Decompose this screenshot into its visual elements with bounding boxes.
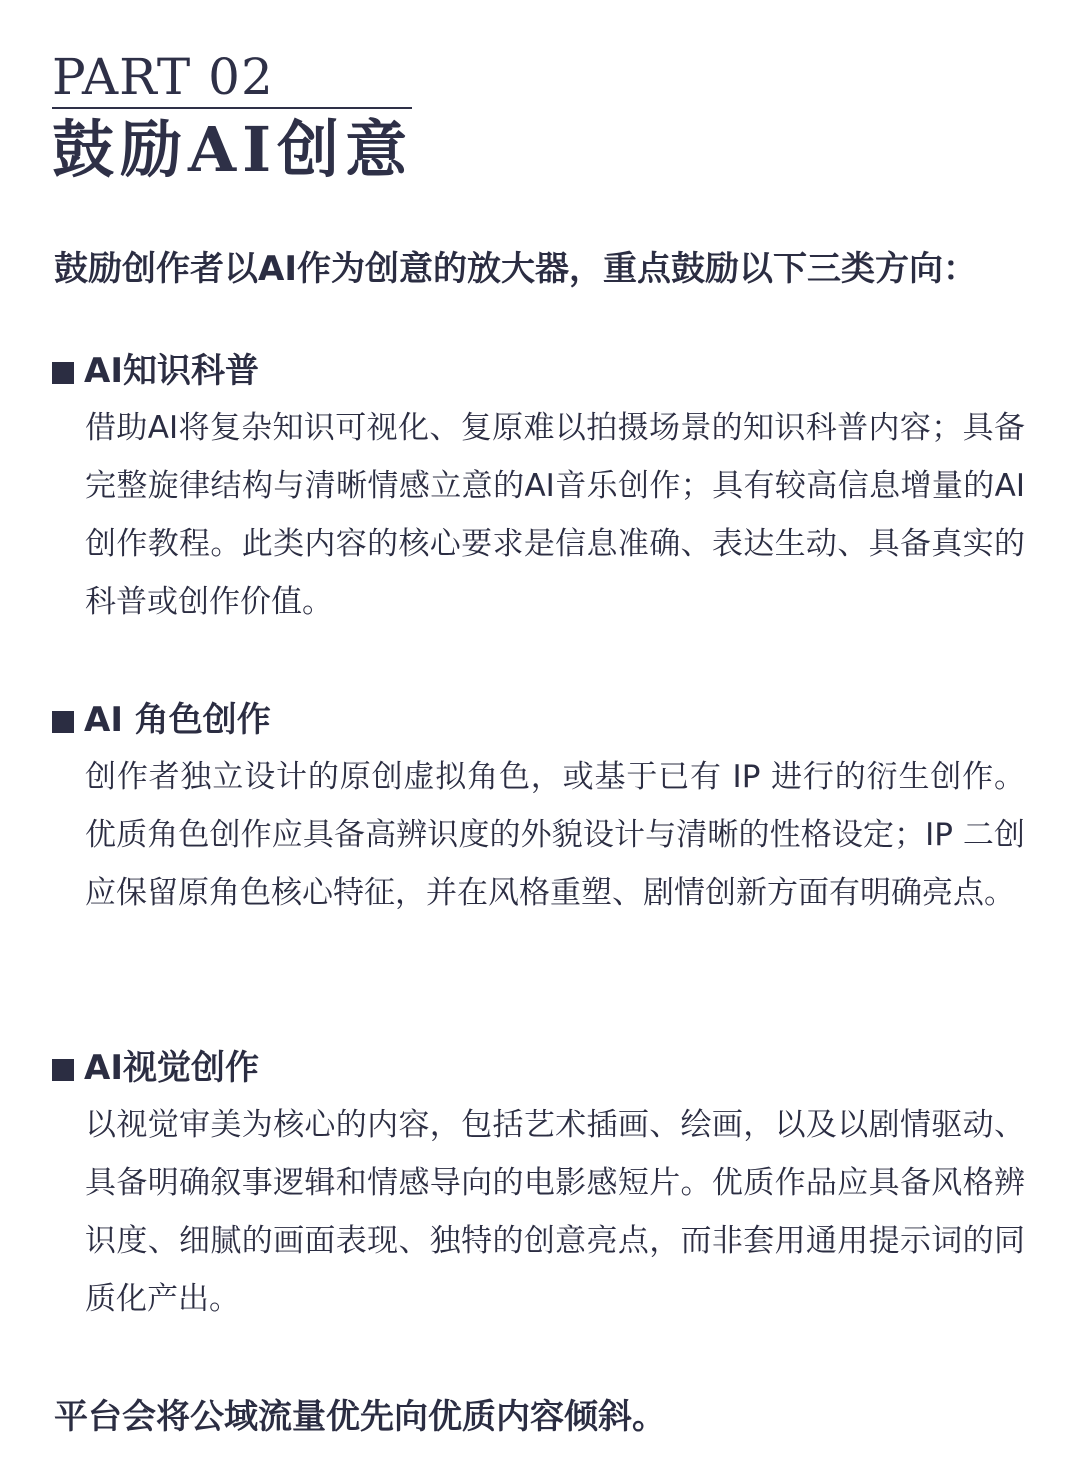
footer-note: 平台会将公域流量优先向优质内容倾斜。 — [54, 1397, 666, 1437]
section-ai-knowledge — [52, 343, 1032, 631]
section-header — [52, 692, 1032, 748]
section-title: AI 角色创作 — [84, 700, 271, 740]
part-divider — [52, 107, 412, 109]
intro-text: 鼓励创作者以AI作为创意的放大器，重点鼓励以下三类方向： — [54, 249, 977, 289]
square-bullet-icon — [52, 711, 74, 733]
square-bullet-icon — [52, 1059, 74, 1081]
section-title: AI视觉创作 — [84, 1048, 259, 1088]
section-header — [52, 343, 1032, 399]
part-label: PART 02 — [52, 48, 274, 106]
section-header — [52, 1040, 1032, 1096]
section-ai-visual — [52, 1040, 1032, 1328]
section-ai-character — [52, 692, 1032, 922]
section-body: 借助AI将复杂知识可视化、复原难以拍摄场景的知识科普内容；具备完整旋律结构与清晰情感立意的AI音乐创作；具有较高信息增量的AI创作教程。此类内容的核心要求是信息准确、表达生动、具备真实的科普或创作价值。 — [85, 410, 1025, 620]
section-body: 创作者独立设计的原创虚拟角色，或基于已有 IP 进行的衍生创作。优质角色创作应具备高辨识度的外貌设计与清晰的性格设定；IP 二创应保留原角色核心特征，并在风格重塑、剧情创新方面有明确亮点。 — [85, 759, 1025, 911]
page-title: 鼓励AI创意 — [52, 113, 414, 186]
section-body: 以视觉审美为核心的内容，包括艺术插画、绘画，以及以剧情驱动、具备明确叙事逻辑和情感导向的电影感短片。优质作品应具备风格辨识度、细腻的画面表现、独特的创意亮点，而非套用通用提示词的同质化产出。 — [85, 1107, 1025, 1317]
square-bullet-icon — [52, 362, 74, 384]
section-title: AI知识科普 — [84, 351, 259, 391]
